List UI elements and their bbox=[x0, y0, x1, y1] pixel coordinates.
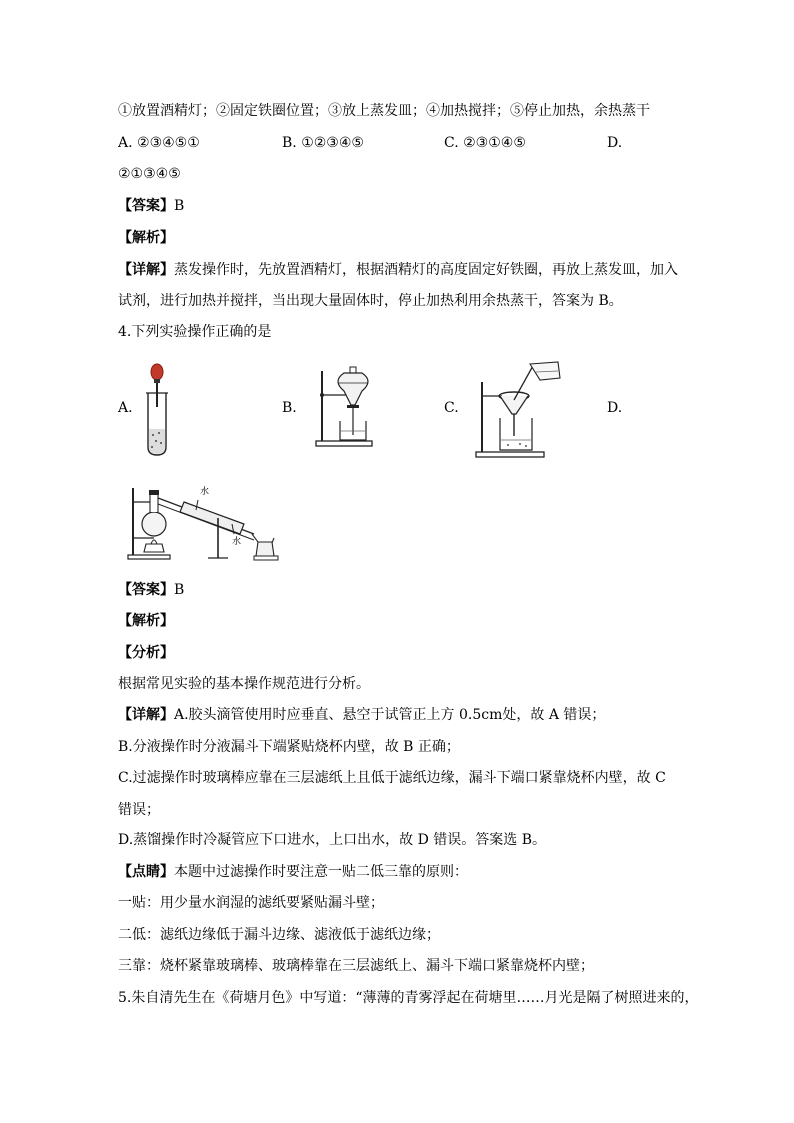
q3-analysis-tag: 【解析】 bbox=[118, 230, 174, 246]
q4-detail-a bbox=[118, 705, 605, 725]
detail-text: A.胶头滴管使用时应垂直、悬空于试管正上方 0.5cm处，故 A 错误； bbox=[174, 707, 606, 723]
water-outlet-label: 水 bbox=[232, 537, 242, 547]
q4-detail-c1: C.过滤操作时玻璃棒应靠在三层滤纸上且低于滤纸边缘，漏斗下端口紧靠烧杯内壁，故 C bbox=[118, 770, 666, 786]
q3-steps: ①放置酒精灯；②固定铁圈位置；③放上蒸发皿；④加热搅拌；⑤停止加热，余热蒸干 bbox=[118, 103, 650, 119]
option-text: ②③①④⑤ bbox=[463, 135, 526, 151]
q3-answer bbox=[118, 196, 184, 216]
option-label: D. bbox=[607, 135, 623, 151]
option-label: A. bbox=[118, 135, 133, 151]
q4-rule-3: 三靠：烧杯紧靠玻璃棒、玻璃棒靠在三层滤纸上、漏斗下端口紧靠烧杯内壁； bbox=[118, 958, 594, 974]
q4-option-b-label: B. bbox=[282, 400, 297, 416]
answer-tag: 【答案】 bbox=[118, 198, 174, 214]
q4-rule-1: 一贴：用少量水润湿的滤纸要紧贴漏斗壁； bbox=[118, 895, 384, 911]
q4-stem: 4.下列实验操作正确的是 bbox=[118, 324, 272, 340]
detail-tag: 【详解】 bbox=[118, 707, 174, 723]
answer-tag: 【答案】 bbox=[118, 582, 174, 598]
q4-detail-d: D.蒸馏操作时冷凝管应下口进水，上口出水，故 D 错误。答案选 B。 bbox=[118, 832, 547, 848]
dropper-test-tube-figure bbox=[140, 363, 174, 457]
water-inlet-label: 水 bbox=[200, 487, 210, 497]
detail-text: 蒸发操作时，先放置酒精灯，根据酒精灯的高度固定好铁圈，再放上蒸发皿，加入 bbox=[174, 262, 678, 278]
option-text: ②③④⑤① bbox=[137, 135, 200, 151]
q3-option-c bbox=[444, 133, 526, 153]
comment-tag: 【点睛】 bbox=[118, 864, 174, 880]
q3-option-a bbox=[118, 133, 200, 153]
separatory-funnel-figure bbox=[312, 365, 378, 449]
answer-value: B bbox=[174, 582, 185, 598]
q4-analyze-text: 根据常见实验的基本操作规范进行分析。 bbox=[118, 676, 370, 692]
q3-option-b bbox=[282, 133, 364, 153]
option-text: ①②③④⑤ bbox=[301, 135, 364, 151]
q3-detail-line2: 试剂，进行加热并搅拌，当出现大量固体时，停止加热利用余热蒸干，答案为 B。 bbox=[118, 293, 623, 309]
q4-option-a-label: A. bbox=[118, 400, 133, 416]
option-label: C. bbox=[444, 135, 459, 151]
q3-option-d-text: ②①③④⑤ bbox=[118, 166, 181, 182]
answer-value: B bbox=[174, 198, 185, 214]
q4-option-c-label: C. bbox=[444, 400, 459, 416]
q4-analyze-tag: 【分析】 bbox=[118, 645, 174, 661]
filtration-figure bbox=[474, 360, 564, 460]
q4-comment bbox=[118, 862, 468, 882]
q4-analysis-tag: 【解析】 bbox=[118, 613, 174, 629]
q4-detail-b: B.分液操作时分液漏斗下端紧贴烧杯内壁，故 B 正确； bbox=[118, 739, 460, 755]
q4-option-d-label: D. bbox=[607, 400, 623, 416]
q5-stem: 5.朱自清先生在《荷塘月色》中写道：“薄薄的青雾浮起在荷塘里……月光是隔了树照进来的， bbox=[118, 990, 699, 1006]
q4-detail-c2: 错误； bbox=[118, 802, 160, 818]
distillation-figure bbox=[124, 478, 284, 562]
q4-rule-2: 二低：滤纸边缘低于漏斗边缘、滤液低于滤纸边缘； bbox=[118, 927, 440, 943]
q3-option-d bbox=[607, 133, 622, 153]
q4-answer bbox=[118, 580, 184, 600]
detail-tag: 【详解】 bbox=[118, 262, 174, 278]
q3-detail-line1 bbox=[118, 260, 678, 280]
comment-text: 本题中过滤操作时要注意一贴二低三靠的原则： bbox=[174, 864, 468, 880]
option-label: B. bbox=[282, 135, 297, 151]
